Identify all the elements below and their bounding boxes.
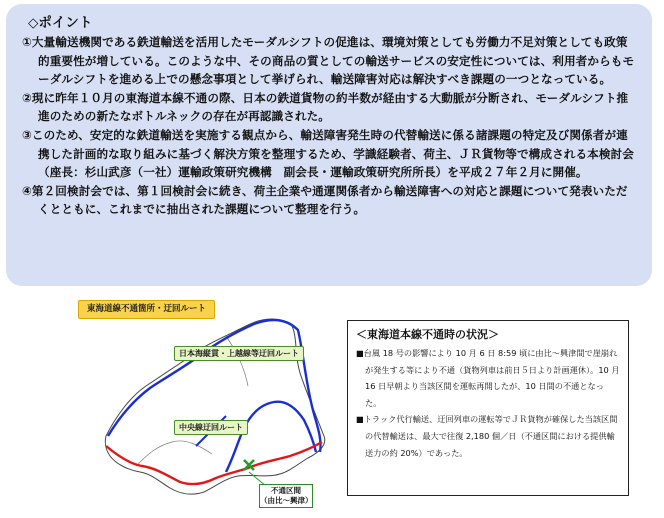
point-item-1: ①大量輸送機関である鉄道輸送を活用したモーダルシフトの促進は、環境対策としても労働力不足対策としても政策的重要性が増している。このような中、その商品の質としての輸送サービスの安定性については、利用者からもモーダルシフトを進める上での懸念事項として挙げられ、輸送障害対応は解決すべき課題の一つとなっている。 [22, 35, 635, 87]
map-label-main: 東海道線不通箇所・迂回ルート [78, 300, 215, 319]
points-panel [6, 4, 652, 286]
map-label-fusu [259, 484, 313, 508]
route-map [76, 296, 342, 514]
coastline-north [226, 336, 248, 386]
status-panel [347, 320, 629, 496]
coastline-inner [136, 441, 212, 466]
status-item-1: ■台風 18 号の影響により 10 月 6 日 8:59 頃に由比～興津間で崖崩れが発生する等により不通（貨物列車は前日５日より計画運休）。10 月 16 日早朝より当該区間を運転再開したが、10 日間の不通となった。 [356, 348, 620, 408]
map-label-nihonkai: 日本海縦貫・上越線等迂回ルート [174, 346, 304, 361]
tokaido-route-line [106, 442, 322, 484]
point-item-4: ④第２回検討会では、第１回検討会に続き、荷主企業や通運関係者から輸送障害への対応と課題について発表いただくとともに、これまでに抽出された課題について整理を行う。 [22, 183, 628, 217]
point-item-3: ③このため、安定的な鉄道輸送を実施する観点から、輸送障害発生時の代替輸送に係る諸課題の特定及び関係者が連携した計画的な取り組みに基づく解決方策を整理するため、学識経験者、荷主、ＪＲ貨物等で構成される本検討会（座長：杉山武彦（一社）運輸政策研究機構 副会長・運輸政策研究所所長）を平成２７年２月に開催。 [22, 127, 634, 180]
status-item-2: ■トラック代行輸送、迂回列車の運転等でＪＲ貨物が確保した当該区間の代替輸送は、最大で往復 2,180 個／日（不通区間における提供輸送力の約 20%）であった。 [356, 414, 618, 458]
japan-map-illustration [76, 296, 342, 514]
map-label-chuo: 中央線迂回ルート [174, 420, 248, 435]
point-item-2: ②現に昨年１０月の東海道本線不通の際、日本の鉄道貨物の約半数が経由する大動脈が分断され、モーダルシフト推進のための新たなボトルネックの存在が再認識された。 [22, 90, 629, 124]
status-title: ＜東海道本線不通時の状況＞ [356, 328, 499, 341]
fusu-label-line1: 不通区間 [271, 486, 301, 495]
points-title: ◇ポイント [28, 15, 93, 31]
fusu-label-line2: （由比～興津） [260, 496, 313, 505]
